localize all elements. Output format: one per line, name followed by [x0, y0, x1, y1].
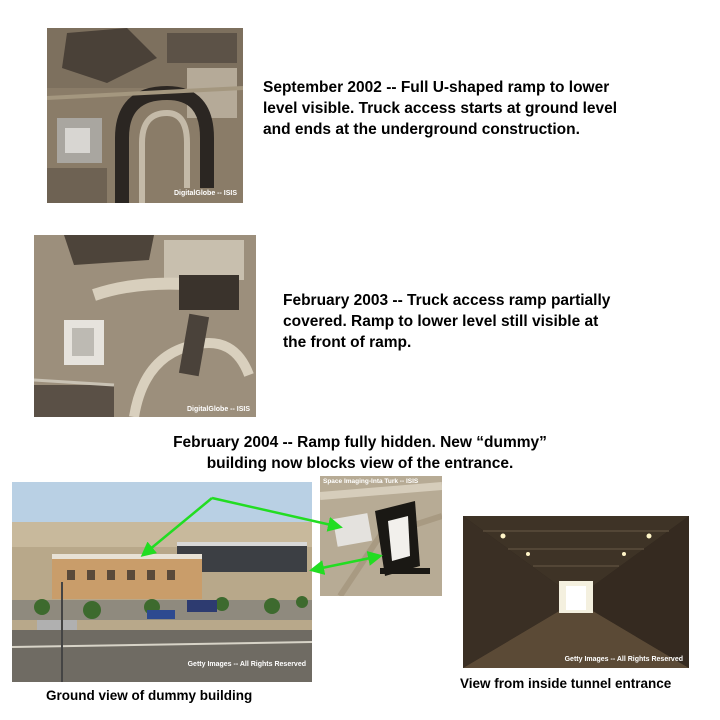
- caption-sept-2002: [263, 77, 617, 140]
- ground-view-label: Ground view of dummy building: [46, 688, 253, 703]
- tunnel-view-photo: [463, 516, 689, 668]
- satellite-image-sept-2002: [47, 28, 243, 203]
- caption-line: September 2002 -- Full U-shaped ramp to lower: [263, 79, 610, 96]
- photo-credit: DigitalGlobe -- ISIS: [173, 190, 237, 197]
- caption-line: level visible. Truck access starts at ground level: [263, 100, 618, 117]
- photo-credit: Getty Images -- All Rights Reserved: [187, 661, 306, 668]
- caption-feb-2004: [120, 432, 600, 474]
- caption-feb-2003: [283, 290, 610, 353]
- caption-line: the front of ramp.: [283, 334, 412, 351]
- caption-line: and ends at the underground construction.: [263, 121, 580, 138]
- ground-view-photo: [12, 482, 312, 682]
- photo-credit: DigitalGlobe -- ISIS: [186, 406, 250, 413]
- caption-line: building now blocks view of the entrance.: [206, 455, 514, 472]
- satellite-image-feb-2003: [34, 235, 256, 417]
- caption-line: February 2003 -- Truck access ramp partially: [283, 292, 611, 309]
- caption-line: February 2004 -- Ramp fully hidden. New “dummy”: [173, 434, 547, 451]
- photo-credit: Getty Images -- All Rights Reserved: [564, 656, 683, 663]
- caption-line: covered. Ramp to lower level still visible at: [283, 313, 599, 330]
- satellite-image-feb-2004: [320, 476, 442, 596]
- photo-credit: Space Imaging-Inta Turk -- ISIS: [323, 478, 419, 485]
- tunnel-view-label: View from inside tunnel entrance: [460, 676, 672, 691]
